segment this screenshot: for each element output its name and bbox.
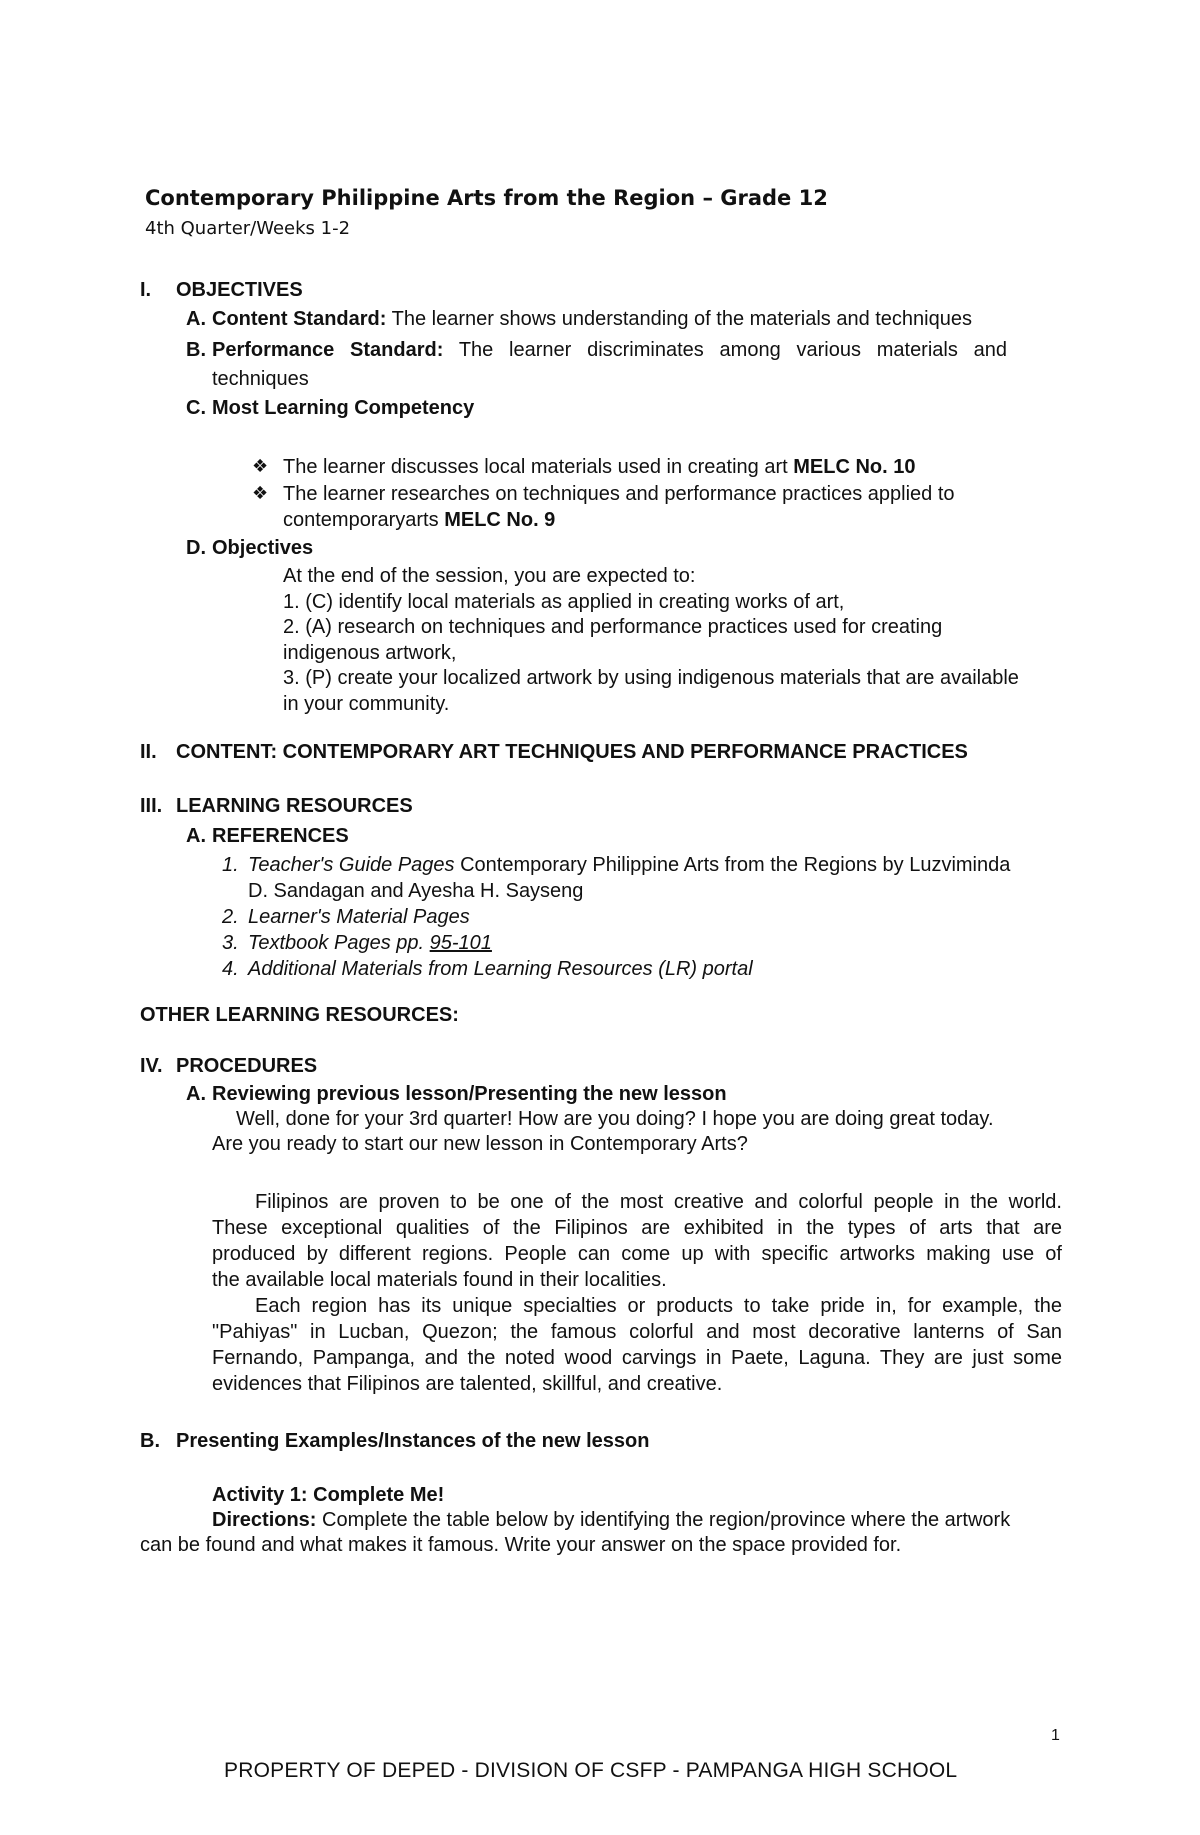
paragraph-line: Fernando, Pampanga, and the noted wood carvings in Paete, Laguna. They are just some [212, 1347, 1062, 1369]
objective-item: 3. (P) create your localized artwork by using indigenous materials that are available [283, 667, 1019, 689]
item-letter: A. [186, 1083, 206, 1105]
objectives-heading: OBJECTIVES [176, 279, 303, 301]
section-number: IV. [140, 1055, 163, 1077]
melc-tag: MELC No. 9 [444, 509, 556, 531]
footer-property-text: PROPERTY OF DEPED - DIVISION OF CSFP - PAMPANGA HIGH SCHOOL [224, 1759, 958, 1782]
procedures-heading: PROCEDURES [176, 1055, 318, 1077]
activity-title: Activity 1: Complete Me! [212, 1484, 445, 1506]
reference-item: Teacher's Guide Pages Contemporary Philippine Arts from the Regions by Luzviminda [248, 854, 1011, 876]
body-text: Well, done for your 3rd quarter! How are you doing? I hope you are doing great today. [236, 1108, 994, 1130]
procedure-b-heading: Presenting Examples/Instances of the new lesson [176, 1430, 650, 1452]
item-letter: D. [186, 537, 206, 559]
diamond-bullet-icon: ❖ [252, 483, 269, 503]
performance-standard-label: Performance Standard: [212, 339, 444, 361]
learning-competency-heading: Most Learning Competency [212, 397, 475, 419]
content-standard-text: The learner shows understanding of the materials and techniques [391, 308, 972, 330]
item-letter: C. [186, 397, 206, 419]
reference-number: 2. [222, 906, 239, 928]
section-number: III. [140, 795, 163, 817]
paragraph-line: "Pahiyas" in Lucban, Quezon; the famous colorful and most decorative lanterns of San [212, 1321, 1062, 1343]
paragraph-line: These exceptional qualities of the Filipinos are exhibited in the types of arts that are [212, 1217, 1062, 1239]
paragraph-line: Each region has its unique specialties or products to take pride in, for example, the [255, 1295, 1062, 1317]
reference-item: Textbook Pages pp. 95-101 [248, 932, 492, 954]
other-resources-heading: OTHER LEARNING RESOURCES: [140, 1004, 459, 1026]
item-letter: B. [140, 1430, 160, 1452]
document-title: Contemporary Philippine Arts from the Region – Grade 12 [145, 186, 828, 210]
directions-continued: can be found and what makes it famous. Write your answer on the space provided for. [140, 1534, 902, 1556]
section-number: I. [140, 279, 152, 301]
objective-item: 2. (A) research on techniques and performance practices used for creating [283, 616, 943, 638]
objectives-intro: At the end of the session, you are expected to: [283, 565, 696, 587]
content-heading: CONTENT: CONTEMPORARY ART TECHNIQUES AND PERFORMANCE PRACTICES [176, 741, 968, 763]
melc-item-continued: contemporaryarts MELC No. 9 [283, 509, 556, 531]
item-letter: A. [186, 308, 206, 330]
paragraph-line: Filipinos are proven to be one of the most creative and colorful people in the world. [255, 1191, 1062, 1213]
content-standard-label: Content Standard: [212, 308, 387, 330]
objective-item: 1. (C) identify local materials as applied in creating works of art, [283, 591, 845, 613]
section-number: II. [140, 741, 157, 763]
item-letter: B. [186, 339, 206, 361]
reference-number: 1. [222, 854, 239, 876]
directions: Directions: Complete the table below by identifying the region/province where the artwork [212, 1509, 1011, 1531]
reference-item-continued: D. Sandagan and Ayesha H. Sayseng [248, 880, 584, 902]
objectives-subheading: Objectives [212, 537, 314, 559]
procedure-a-heading: Reviewing previous lesson/Presenting the new lesson [212, 1083, 727, 1105]
content-standard [212, 306, 972, 332]
melc-item: The learner researches on techniques and performance practices applied to [283, 483, 955, 505]
diamond-bullet-icon: ❖ [252, 456, 269, 476]
performance-standard-continued: techniques [212, 368, 309, 390]
paragraph-line: the available local materials found in their localities. [212, 1269, 667, 1291]
body-text: Are you ready to start our new lesson in Contemporary Arts? [212, 1133, 748, 1155]
learning-resources-heading: LEARNING RESOURCES [176, 795, 413, 817]
reference-number: 3. [222, 932, 239, 954]
document-subtitle: 4th Quarter/Weeks 1-2 [145, 218, 351, 239]
melc-tag: MELC No. 10 [793, 456, 916, 478]
item-letter: A. [186, 825, 206, 847]
reference-item: Additional Materials from Learning Resources (LR) portal [248, 958, 753, 980]
reference-item: Learner's Material Pages [248, 906, 470, 928]
performance-standard-text: The learner discriminates among various materials and [458, 339, 1007, 361]
paragraph-line: evidences that Filipinos are talented, skillful, and creative. [212, 1373, 723, 1395]
page-range: 95-101 [429, 932, 492, 954]
performance-standard [212, 337, 1007, 363]
references-heading: REFERENCES [212, 825, 349, 847]
reference-number: 4. [222, 958, 239, 980]
objective-item: indigenous artwork, [283, 642, 457, 664]
paragraph-line: produced by different regions. People can come up with specific artworks making use of [212, 1243, 1062, 1265]
page-number: 1 [1051, 1727, 1060, 1744]
objective-item: in your community. [283, 693, 450, 715]
melc-item: The learner discusses local materials used in creating art MELC No. 10 [283, 456, 916, 478]
directions-label: Directions: [212, 1509, 317, 1531]
